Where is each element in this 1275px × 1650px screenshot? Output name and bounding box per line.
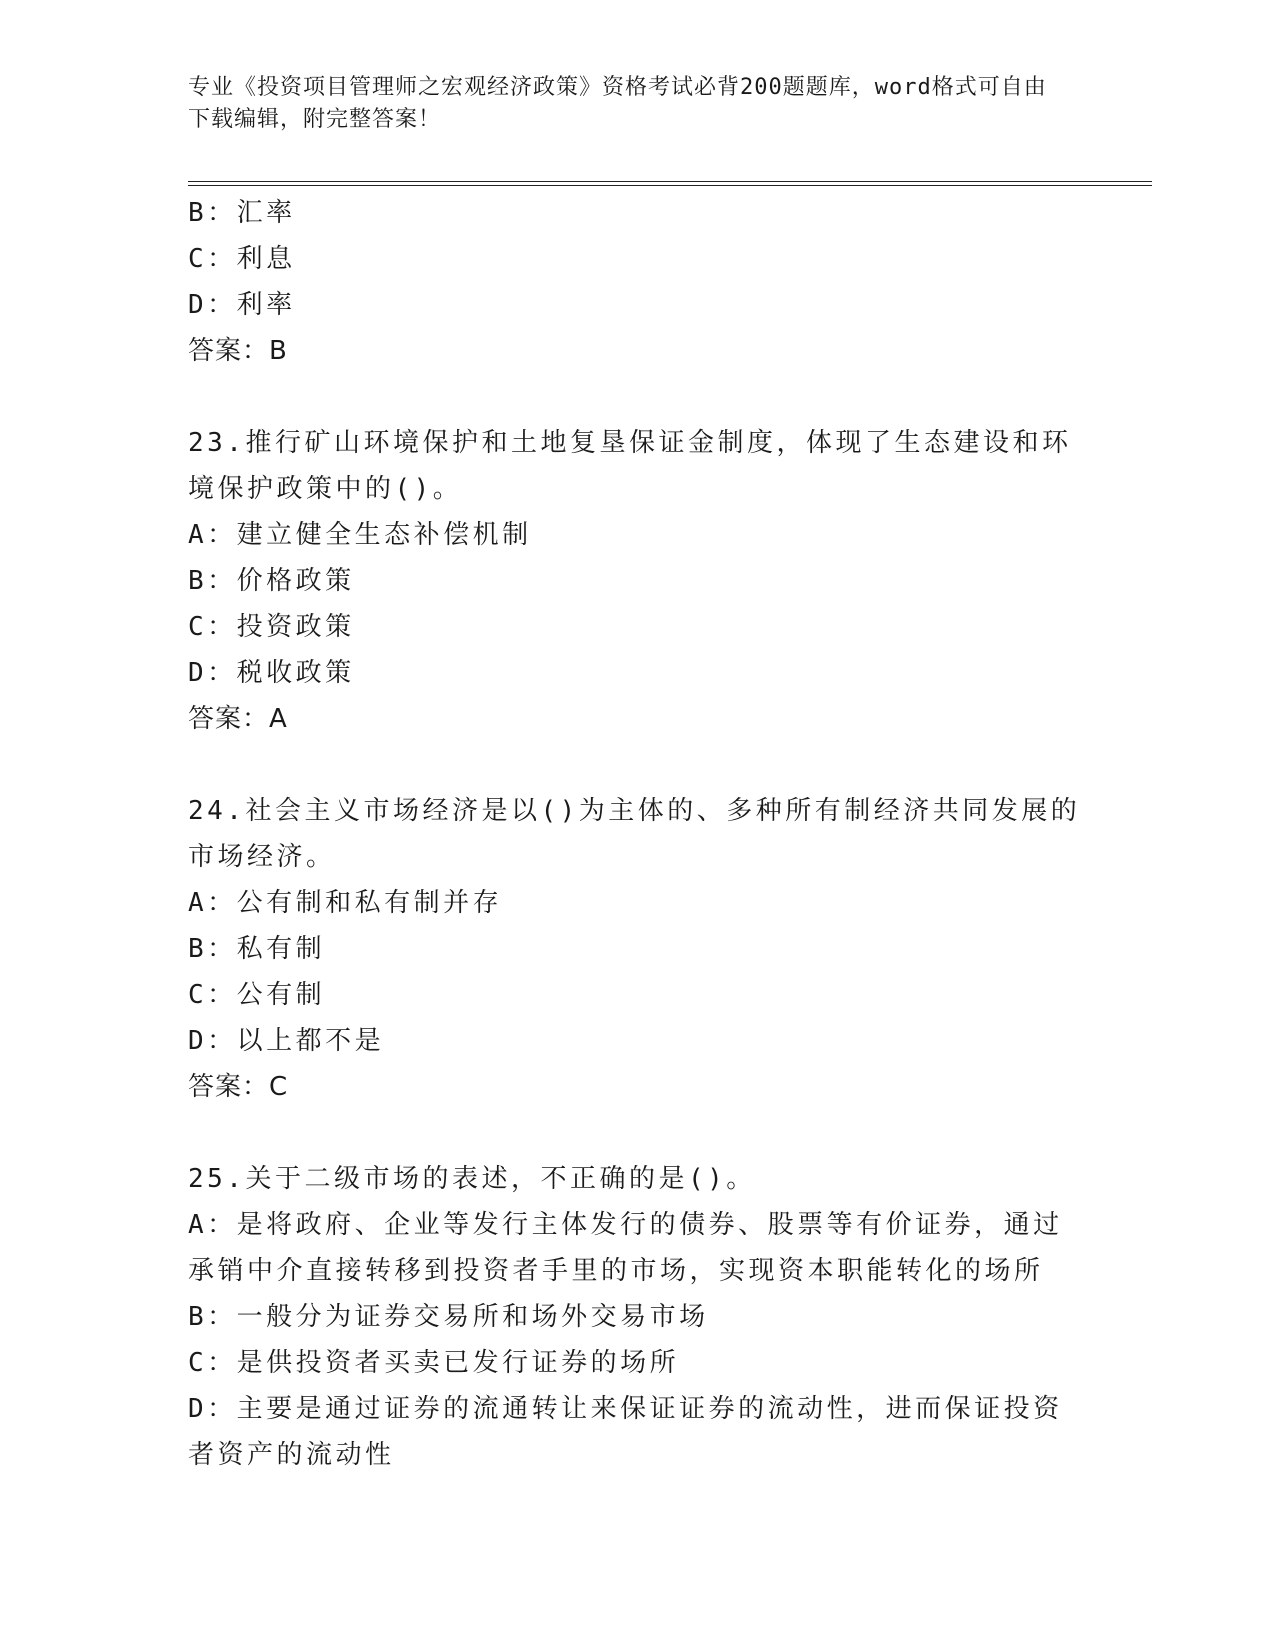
document-header: 专业《投资项目管理师之宏观经济政策》资格考试必背200题题库，word格式可自由下载编辑，附完整答案！ — [188, 75, 1047, 132]
option-d: D：主要是通过证券的流通转让来保证证券的流动性，进而保证投资者资产的流动性 — [188, 1394, 1063, 1470]
answer: 答案：B — [188, 336, 288, 366]
option-c: C：投资政策 — [188, 612, 355, 642]
option-d: D：以上都不是 — [188, 1026, 385, 1056]
option-a: A：公有制和私有制并存 — [188, 888, 503, 918]
option-b: B：汇率 — [188, 198, 296, 228]
option-d: D：利率 — [188, 290, 296, 320]
option-c: C：利息 — [188, 244, 296, 274]
option-b: B：私有制 — [188, 934, 326, 964]
answer: 答案：A — [188, 704, 288, 734]
option-a: A：是将政府、企业等发行主体发行的债券、股票等有价证券，通过承销中介直接转移到投资者手里的市场，实现资本职能转化的场所 — [188, 1210, 1063, 1286]
question-stem: 25.关于二级市场的表述，不正确的是()。 — [188, 1164, 756, 1194]
question-stem: 23.推行矿山环境保护和土地复垦保证金制度，体现了生态建设和环境保护政策中的()。 — [188, 428, 1072, 504]
option-a: A：建立健全生态补偿机制 — [188, 520, 532, 550]
option-c: C：公有制 — [188, 980, 326, 1010]
answer: 答案：C — [188, 1072, 289, 1102]
option-b: B：一般分为证券交易所和场外交易市场 — [188, 1302, 709, 1332]
option-b: B：价格政策 — [188, 566, 355, 596]
header-divider-double — [188, 185, 1152, 186]
question-list — [188, 190, 1088, 1478]
option-d: D：税收政策 — [188, 658, 355, 688]
header-divider — [188, 181, 1152, 182]
option-c: C：是供投资者买卖已发行证券的场所 — [188, 1348, 680, 1378]
question-stem: 24.社会主义市场经济是以()为主体的、多种所有制经济共同发展的市场经济。 — [188, 796, 1081, 872]
